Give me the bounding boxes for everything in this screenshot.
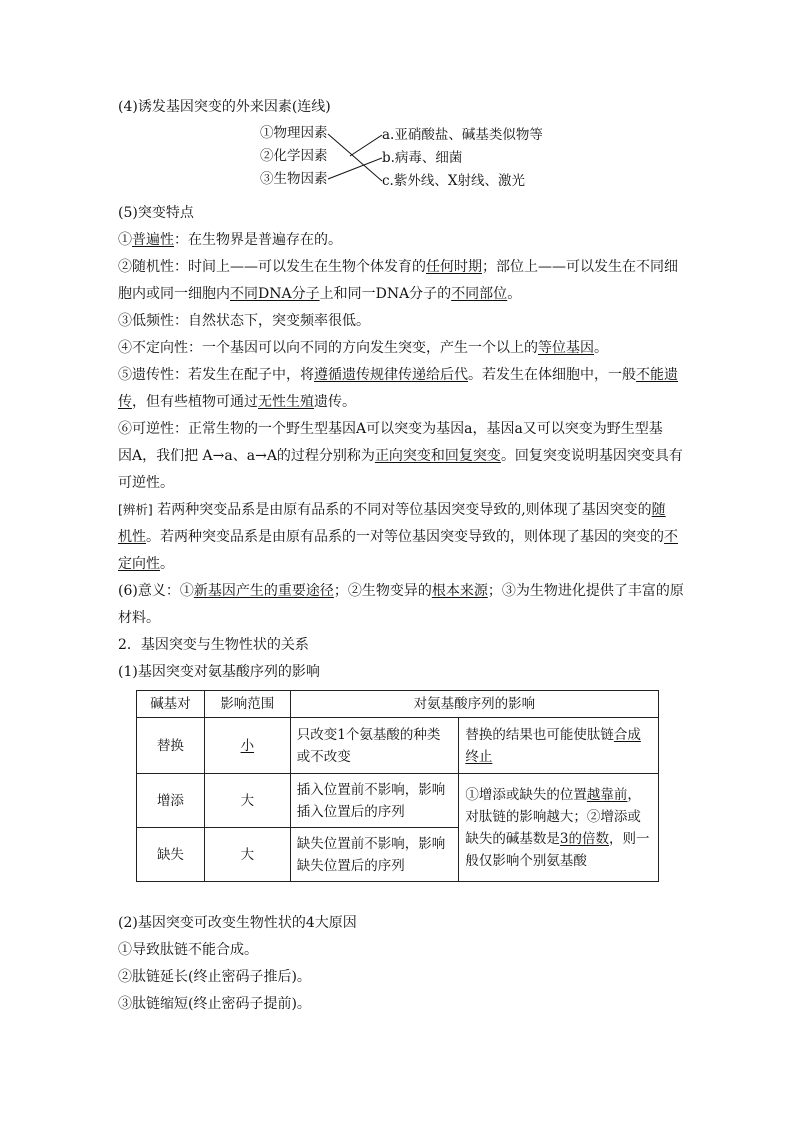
table-header-row (137, 691, 659, 718)
link-3-b (328, 158, 382, 179)
header-scope: 影响范围 (204, 691, 290, 718)
trait-low-frequency: ③低频性：自然状态下，突变频率很低。 (118, 313, 370, 329)
part2-sub2: (2)基因突变可改变生物性状的4大原因 (118, 915, 357, 931)
match-left-3: ③生物因素 (260, 171, 328, 187)
part2-title: 2．基因突变与生物性状的关系 (118, 637, 309, 653)
header-base-pair: 碱基对 (137, 691, 205, 718)
note-line-2: 机性。若两种突变品系是由原有品系的一对等位基因突变导致的，则体现了基因的突变的不 (118, 529, 678, 545)
row-type: 缺失 (137, 828, 205, 882)
row-note: 替换的结果也可能使肽链合成终止 (459, 718, 659, 774)
mutation-effect-table (136, 690, 659, 882)
match-left-1: ①物理因素 (260, 125, 328, 141)
match-right-a: a.亚硝酸盐、碱基类似物等 (382, 127, 543, 143)
trait-reversibility: ⑥可逆性：正常生物的一个野生型基因A可以突变为基因a，基因a又可以突变为野生型基 (118, 421, 663, 437)
section5-title: (5)突变特点 (118, 205, 194, 221)
row-scope: 小 (204, 718, 290, 774)
link-1-c (328, 134, 382, 181)
row-scope: 大 (204, 774, 290, 828)
row-effect: 缺失位置前不影响，影响缺失位置后的序列 (290, 828, 459, 882)
match-right-b: b.病毒、细菌 (382, 150, 463, 166)
note-line-3: 定向性。 (118, 556, 174, 572)
trait-universality: ①普遍性：在生物界是普遍存在的。 (118, 232, 342, 248)
significance-line-2: 材料。 (118, 610, 160, 626)
trait-heritability-cont: 传，但有些植物可通过无性生殖遗传。 (118, 394, 356, 410)
trait-nondirectional: ④不定向性：一个基因可以向不同的方向发生突变，产生一个以上的等位基因。 (118, 340, 608, 356)
row-type: 替换 (137, 718, 205, 774)
row-effect: 只改变1个氨基酸的种类或不改变 (290, 718, 459, 774)
match-lines (258, 122, 558, 190)
row-scope: 大 (204, 828, 290, 882)
reason-2: ②肽链延长(终止密码子推后)。 (118, 969, 311, 985)
trait-heritability: ⑤遗传性：若发生在配子中，将遵循遗传规律传递给后代。若发生在体细胞中，一般不能遗 (118, 367, 678, 383)
reason-1: ①导致肽链不能合成。 (118, 942, 258, 958)
match-right-c: c.紫外线、X射线、激光 (382, 173, 525, 189)
table-row (137, 774, 659, 828)
part2-sub1: (1)基因突变对氨基酸序列的影响 (118, 664, 320, 680)
match-left-2: ②化学因素 (260, 148, 328, 164)
link-2-a (350, 135, 382, 156)
section4-title: (4)诱发基因突变的外来因素(连线) (118, 99, 331, 115)
table-row (137, 718, 659, 774)
reason-3: ③肽链缩短(终止密码子提前)。 (118, 996, 311, 1012)
row-type: 增添 (137, 774, 205, 828)
row-effect: 插入位置前不影响，影响插入位置后的序列 (290, 774, 459, 828)
trait-reversibility-end: 可逆性。 (118, 475, 174, 491)
trait-reversibility-cont: 因A，我们把 A→a、a→A的过程分别称为正向突变和回复突变。回复突变说明基因突变具有 (118, 448, 683, 464)
trait-randomness: ②随机性：时间上——可以发生在生物个体发育的任何时期；部位上——可以发生在不同细 (118, 259, 678, 275)
header-effect: 对氨基酸序列的影响 (290, 691, 658, 718)
matching-diagram (258, 122, 558, 190)
note-tag: [辨析] (118, 502, 153, 517)
note-line-1: [辨析] 若两种突变品系是由原有品系的不同对等位基因突变导致的,则体现了基因突变的随 (118, 502, 666, 518)
merged-note: ①增添或缺失的位置越靠前，对肽链的影响越大；②增添或缺失的碱基数是3的倍数，则一般仅影响个别氨基酸 (459, 774, 659, 882)
trait-randomness-cont: 胞内或同一细胞内不同DNA分子上和同一DNA分子的不同部位。 (118, 286, 522, 302)
significance-line-1: (6)意义：①新基因产生的重要途径；②生物变异的根本来源；③为生物进化提供了丰富的原 (118, 583, 684, 599)
